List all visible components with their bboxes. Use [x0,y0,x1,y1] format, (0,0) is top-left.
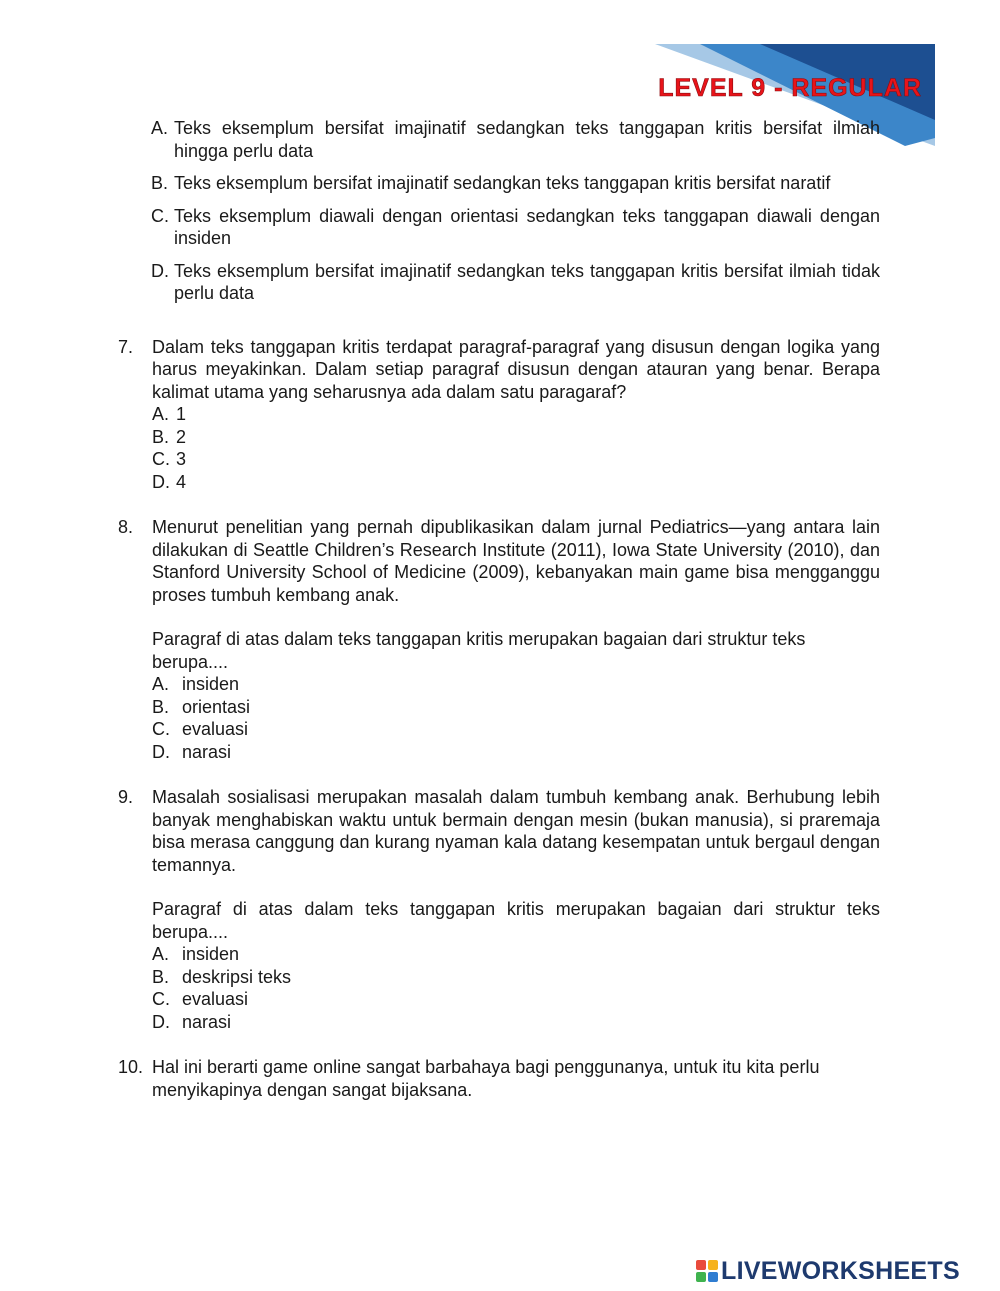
option-text: narasi [182,741,232,762]
option-text: 1 [176,404,187,424]
question-text: Dalam teks tanggapan kritis terdapat paragraf-paragraf yang disusun dengan logika yang harus meyakinkan. Dalam setiap paragraf disusun dengan atauran yang benar. Berapa kalimat utama yang seharusnya ada dalam satu paragaraf? [152,336,880,402]
option-label: B. [151,173,169,193]
question-10 [118,1056,880,1101]
option-text: 3 [176,449,187,469]
question-8 [118,516,880,763]
option-row[interactable] [152,403,880,426]
option-row[interactable] [118,260,880,305]
option-row[interactable] [118,117,880,162]
question-number: 7. [118,336,134,357]
option-label: C. [152,719,170,739]
option-text: Teks eksemplum diawali dengan orientasi sedangkan teks tanggapan diawali dengan insiden [174,205,880,248]
option-row[interactable] [118,205,880,250]
question-7 [118,336,880,494]
option-label: B. [152,696,170,717]
option-row[interactable] [152,1011,880,1034]
option-row[interactable] [152,448,880,471]
option-row[interactable] [118,172,880,195]
question-body [152,336,880,494]
question-text: Hal ini berarti game online sangat barbahaya bagi penggunanya, untuk itu kita perlu menyikapinya dengan sangat bijaksana. [152,1057,820,1100]
brand-name: LIVEWORKSHEETS [721,1256,960,1285]
question-number: 8. [118,517,134,537]
option-row[interactable] [152,471,880,494]
option-text: Teks eksemplum bersifat imajinatif sedangkan teks tanggapan kritis bersifat ilmiah hingga perlu data [174,118,880,161]
option-row[interactable] [152,966,880,989]
option-row[interactable] [152,943,880,966]
option-text: deskripsi teks [182,966,292,987]
option-label: B. [152,426,170,447]
option-row[interactable] [152,741,880,764]
option-text: orientasi [182,696,251,717]
question-number: 9. [118,787,134,807]
question-passage: Menurut penelitian yang pernah dipublikasikan dalam jurnal Pediatrics—yang antara lain dilakukan di Seattle Children’s Research Institute (2011), Iowa State University (2010), dan Stanford University School of Medicine (2009), kebanyakan main game bisa mengganggu proses tumbuh kembang anak. [152,517,880,605]
liveworksheets-logo-icon [696,1260,718,1282]
option-row[interactable] [152,718,880,741]
option-label: A. [152,944,170,964]
option-text: narasi [182,1011,232,1032]
option-label: C. [151,205,169,226]
question-body [152,516,880,763]
option-text: insiden [182,944,240,964]
question-9 [118,786,880,1033]
option-text: insiden [182,674,240,694]
option-label: B. [152,966,170,987]
option-text: evaluasi [182,989,249,1009]
option-label: C. [152,449,170,469]
option-label: D. [152,471,170,492]
option-row[interactable] [152,696,880,719]
question-number: 10. [118,1057,144,1077]
question-prompt: Paragraf di atas dalam teks tanggapan kritis merupakan bagaian dari struktur teks berupa.... [152,899,880,942]
option-text: Teks eksemplum bersifat imajinatif sedangkan teks tanggapan kritis bersifat naratif [174,173,831,193]
worksheet-content [118,117,880,1101]
option-label: D. [151,260,169,281]
option-label: D. [152,741,170,762]
option-label: A. [152,404,170,424]
option-text: Teks eksemplum bersifat imajinatif sedangkan teks tanggapan kritis bersifat ilmiah tidak perlu data [174,260,880,303]
question-body [152,1056,880,1101]
option-label: D. [152,1011,170,1032]
option-label: A. [152,674,170,694]
option-label: C. [152,989,170,1009]
footer-brand [696,1256,960,1286]
option-row[interactable] [152,988,880,1011]
option-text: 2 [176,426,187,447]
question-prompt: Paragraf di atas dalam teks tanggapan kritis merupakan bagaian dari struktur teks berupa.... [152,629,806,672]
question-passage: Masalah sosialisasi merupakan masalah dalam tumbuh kembang anak. Berhubung lebih banyak menghabiskan waktu untuk bermain dengan mesin (bukan manusia), si praremaja bisa merasa canggung dan kurang nyaman kala datang kesempatan untuk bergaul dengan temannya. [152,787,880,875]
option-text: 4 [176,471,187,492]
option-row[interactable] [152,673,880,696]
level-title: LEVEL 9 - REGULAR [658,74,922,102]
option-row[interactable] [152,426,880,449]
previous-question-options [118,117,880,305]
question-body [152,786,880,1033]
option-label: A. [151,118,169,138]
option-text: evaluasi [182,719,249,739]
